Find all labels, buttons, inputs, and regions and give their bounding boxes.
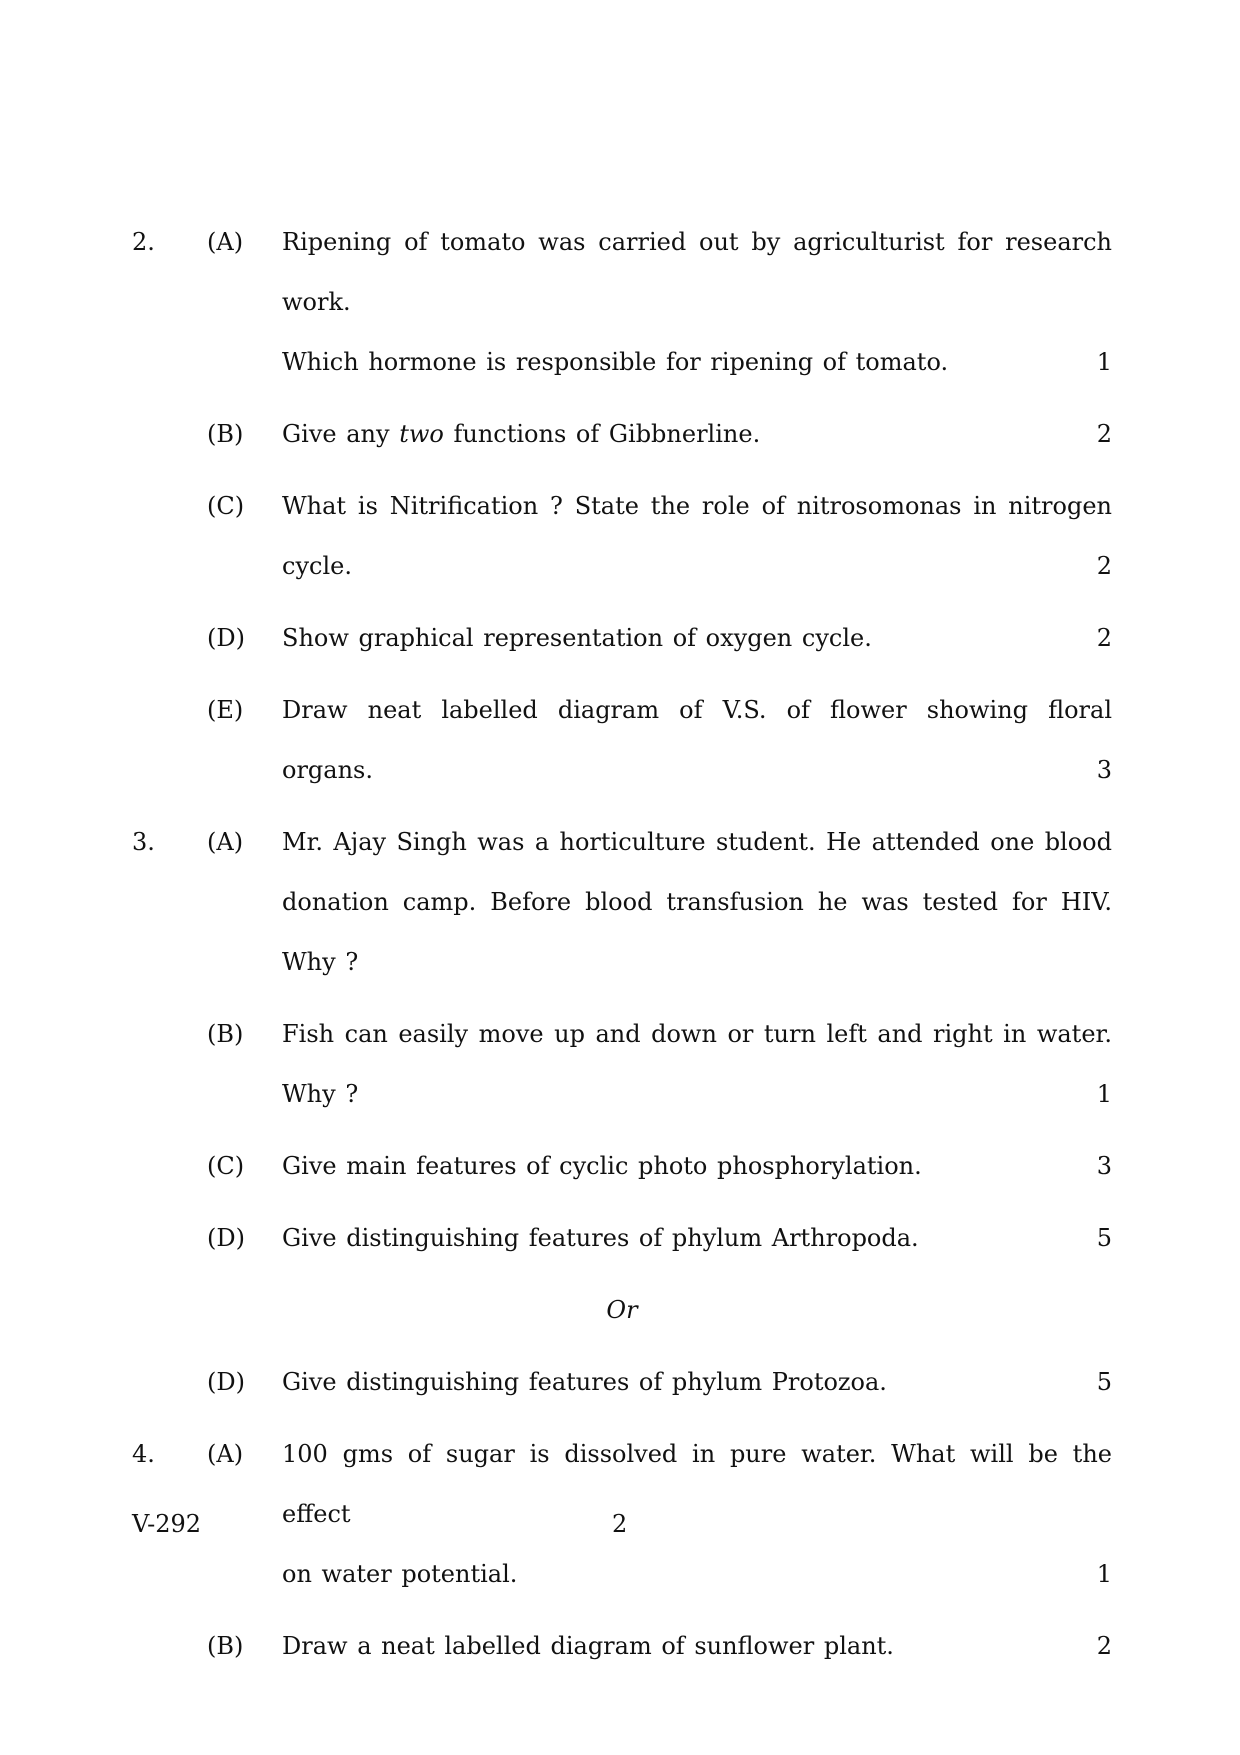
marks: 5: [1096, 1224, 1112, 1252]
question-text: donation camp. Before blood transfusion he was tested for HIV.: [282, 888, 1112, 916]
or-separator: Or: [606, 1296, 638, 1324]
question-text: Fish can easily move up and down or turn left and right in water.: [282, 1020, 1112, 1048]
question-text: What is Nitrification ? State the role of nitrosomonas in nitrogen: [282, 492, 1112, 520]
question-3d-alt: [132, 1352, 1112, 1412]
question-text: Ripening of tomato was carried out by agriculturist for research work.: [282, 228, 1112, 316]
part-label: (A): [207, 1440, 244, 1468]
marks: 1: [1096, 1560, 1112, 1588]
question-text: Give distinguishing features of phylum Arthropoda.: [282, 1224, 919, 1252]
part-label: (B): [207, 420, 244, 448]
questions-container: [132, 212, 1112, 1676]
part-label: (B): [207, 1632, 244, 1660]
marks: 1: [1096, 1080, 1112, 1108]
question-2e: [132, 680, 1112, 800]
question-3c: [132, 1136, 1112, 1196]
part-label: (D): [207, 1368, 245, 1396]
question-3b: [132, 1004, 1112, 1124]
part-label: (E): [207, 696, 244, 724]
marks: 3: [1096, 756, 1112, 784]
question-2d: [132, 608, 1112, 668]
question-number: 2.: [132, 228, 155, 256]
part-label: (D): [207, 624, 245, 652]
marks: 1: [1096, 348, 1112, 376]
marks: 2: [1096, 552, 1112, 580]
question-text: Draw neat labelled diagram of V.S. of flower showing floral organs.: [282, 696, 1112, 784]
question-number: 3.: [132, 828, 155, 856]
question-text: Mr. Ajay Singh was a horticulture student. He attended one blood: [282, 828, 1112, 856]
marks: 2: [1096, 420, 1112, 448]
question-4b: [132, 1616, 1112, 1676]
part-label: (C): [207, 492, 245, 520]
question-text: 100 gms of sugar is dissolved in pure water. What will be the effect: [282, 1440, 1112, 1528]
question-text: on water potential.: [282, 1560, 518, 1588]
question-text: Show graphical representation of oxygen cycle.: [282, 624, 872, 652]
marks: 2: [1096, 1632, 1112, 1660]
question-text: Give main features of cyclic photo phosphorylation.: [282, 1152, 922, 1180]
question-text: Give any two functions of Gibbnerline.: [282, 420, 761, 448]
question-text: Give distinguishing features of phylum Protozoa.: [282, 1368, 887, 1396]
part-label: (B): [207, 1020, 244, 1048]
question-2c: [132, 476, 1112, 596]
marks: 5: [1096, 1368, 1112, 1396]
marks: 3: [1096, 1152, 1112, 1180]
part-label: (D): [207, 1224, 245, 1252]
question-3a: [132, 812, 1112, 992]
question-2b: [132, 404, 1112, 464]
question-number: 4.: [132, 1440, 155, 1468]
part-label: (C): [207, 1152, 245, 1180]
paper-code: V-292: [132, 1510, 202, 1538]
question-text: cycle.: [282, 552, 352, 580]
part-label: (A): [207, 228, 244, 256]
question-text: Draw a neat labelled diagram of sunflower plant.: [282, 1632, 894, 1660]
question-2a: [132, 212, 1112, 392]
part-label: (A): [207, 828, 244, 856]
marks: 2: [1096, 624, 1112, 652]
question-text: Why ?: [282, 1080, 359, 1108]
question-text: Which hormone is responsible for ripening of tomato.: [282, 348, 949, 376]
question-text: Why ?: [282, 948, 359, 976]
question-3d: [132, 1208, 1112, 1268]
page-number: 2: [612, 1510, 628, 1538]
